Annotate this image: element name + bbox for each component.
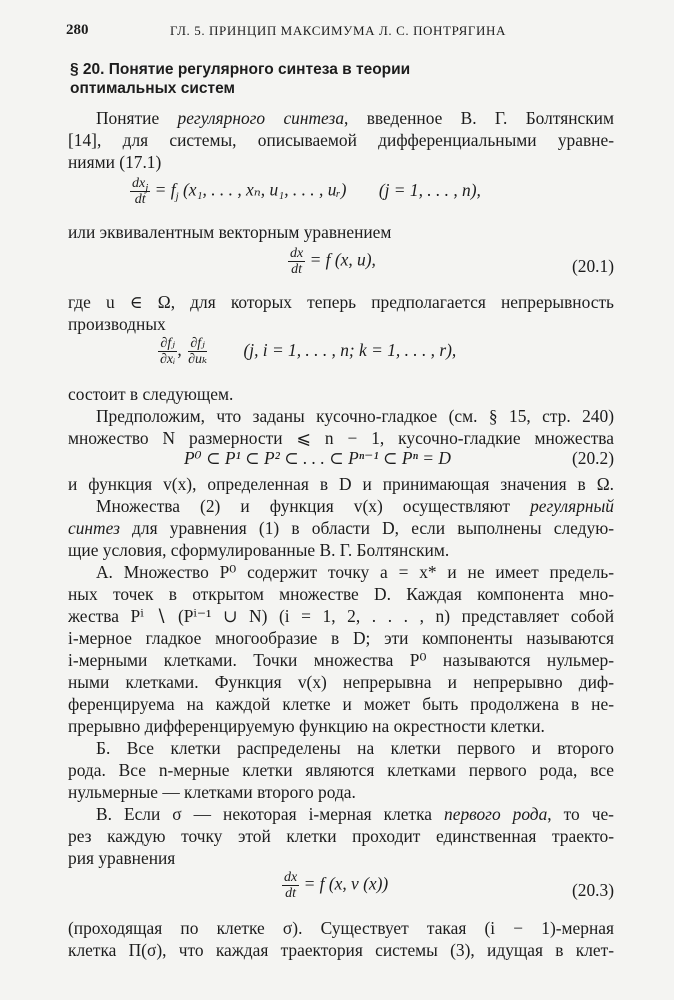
text-line: прерывно дифференцируемую функцию на окрестности клетки. — [68, 716, 545, 736]
running-header — [66, 22, 614, 42]
text-span: Множества (2) и функция v(x) осуществляют — [96, 496, 531, 516]
text-line: ференцируема на каждой клетке и может быть продолжена в не- — [68, 694, 614, 714]
eq-text: = f (x, u), — [309, 249, 376, 270]
frac-den: dt — [285, 886, 297, 901]
text-line: i-мерными клетками. Точки множества P⁰ называются нульмер- — [68, 650, 614, 670]
text-line — [68, 804, 614, 824]
frac-den: ∂xᵢ — [160, 352, 176, 367]
text-line: Предположим, что заданы кусочно-гладкое (см. § 15, стр. 240) — [96, 406, 614, 426]
fraction — [130, 176, 150, 207]
eq-text: = f (x, v (x)) — [303, 873, 389, 894]
text-line: или эквивалентным векторным уравнением — [68, 222, 392, 242]
frac-num: dx — [132, 176, 146, 191]
frac-num: dx — [290, 246, 304, 261]
text-line: состоит в следующем. — [68, 384, 234, 404]
text-span: В. Если σ — некоторая i-мерная клетка — [96, 804, 445, 824]
text-line: рия уравнения — [68, 848, 176, 868]
text-span: , то че- — [547, 804, 614, 824]
text-line — [68, 496, 614, 516]
text-line: клетка Π(σ), что каждая траектория системы (3), идущая в клет- — [68, 940, 614, 960]
eq-text: (x₁, . . . , xₙ, u₁, . . . , uᵣ) — [182, 179, 347, 200]
text-line: Б. Все клетки распределены на клетки первого и второго — [96, 738, 614, 758]
text-span: , введенное В. Г. Болтянским — [344, 108, 614, 128]
text-span: Понятие — [96, 108, 178, 128]
text-line: множество N размерности ⩽ n − 1, кусочно-гладкие множества — [68, 428, 614, 448]
system-equation — [130, 176, 481, 207]
text-line: ными клетками. Функция v(x) непрерывна и непрерывно диф- — [68, 672, 614, 692]
text-line: щие условия, сформулированные В. Г. Болтянским. — [68, 540, 450, 560]
section-title-line: § 20. Понятие регулярного синтеза в теории — [70, 61, 411, 78]
text-line: производных — [68, 314, 166, 334]
italic-term: первого рода — [444, 804, 548, 824]
frac-den: dt — [291, 262, 303, 277]
text-line: и функция v(x), определенная в D и принимающая значения в Ω. — [68, 474, 614, 494]
equation-20-1 — [288, 246, 376, 277]
section-title-line: оптимальных систем — [70, 80, 235, 97]
italic-term: регулярного синтеза — [177, 108, 345, 128]
frac-den: dt — [134, 192, 146, 207]
text-line — [68, 108, 614, 128]
text-line: нульмерные — клетками второго рода. — [68, 782, 356, 802]
fraction — [158, 336, 177, 367]
frac-num: ∂fⱼ — [160, 336, 175, 351]
equation-20-2: P⁰ ⊂ P¹ ⊂ P² ⊂ . . . ⊂ Pⁿ⁻¹ ⊂ Pⁿ = D — [184, 448, 451, 468]
italic-term: регулярный — [530, 496, 614, 516]
italic-term: синтез — [68, 518, 120, 538]
subscript: j — [175, 190, 179, 203]
fraction — [288, 246, 305, 277]
eq-text: = f — [154, 179, 176, 200]
running-title: ГЛ. 5. ПРИНЦИП МАКСИМУМА Л. С. ПОНТРЯГИНА — [170, 23, 506, 38]
text-line: А. Множество P⁰ содержит точку a = x* и не имеет предель- — [96, 562, 614, 582]
subscript: j — [145, 182, 149, 194]
equation-label: (20.2) — [571, 448, 614, 468]
text-line: ниями (17.1) — [68, 152, 162, 172]
section-title — [70, 60, 530, 98]
fraction — [282, 870, 299, 901]
text-line: жества Pⁱ ∖ (Pⁱ⁻¹ ∪ N) (i = 1, 2, . . . , n) представляет собой — [68, 606, 614, 626]
equation-label: (20.3) — [571, 880, 614, 900]
text-span: для уравнения (1) в области D, если выполнены следую- — [119, 518, 614, 538]
text-line: [14], для системы, описываемой дифференциальными уравне- — [68, 130, 614, 150]
eq-text: (j, i = 1, . . . , n; k = 1, . . . , r), — [243, 339, 457, 360]
text-line: где u ∈ Ω, для которых теперь предполагается непрерывность — [68, 292, 614, 312]
text-line: (проходящая по клетке σ). Существует такая (i − 1)-мерная — [68, 918, 614, 938]
frac-den: ∂uₖ — [188, 352, 208, 367]
eq-text: (j = 1, . . . , n), — [378, 179, 481, 200]
equation-20-3 — [282, 870, 388, 901]
frac-num: dx — [284, 870, 298, 885]
text-line: ных точек в открытом множестве D. Каждая компонента мно- — [68, 584, 614, 604]
text-line — [68, 518, 614, 538]
text-line: i-мерное гладкое многообразие в D; эти компоненты называются — [68, 628, 614, 648]
text-line: рез каждую точку этой клетки проходит единственная траекто- — [68, 826, 614, 846]
equation-label: (20.1) — [571, 256, 614, 276]
fraction — [186, 336, 209, 367]
partial-derivatives: $\frac{\text{∂fⱼ}}{\text{∂xᵢ}}$ , $\frac{\text{∂fⱼ}}{\text{∂uₖ}}$ (j, i = 1, . . . , n; k = 1, . . . , r), — [160, 336, 457, 367]
page-number: 280 — [66, 22, 89, 38]
text-line: рода. Все n-мерные клетки являются клетками первого рода, все — [68, 760, 614, 780]
frac-num: ∂fⱼ — [190, 336, 205, 351]
